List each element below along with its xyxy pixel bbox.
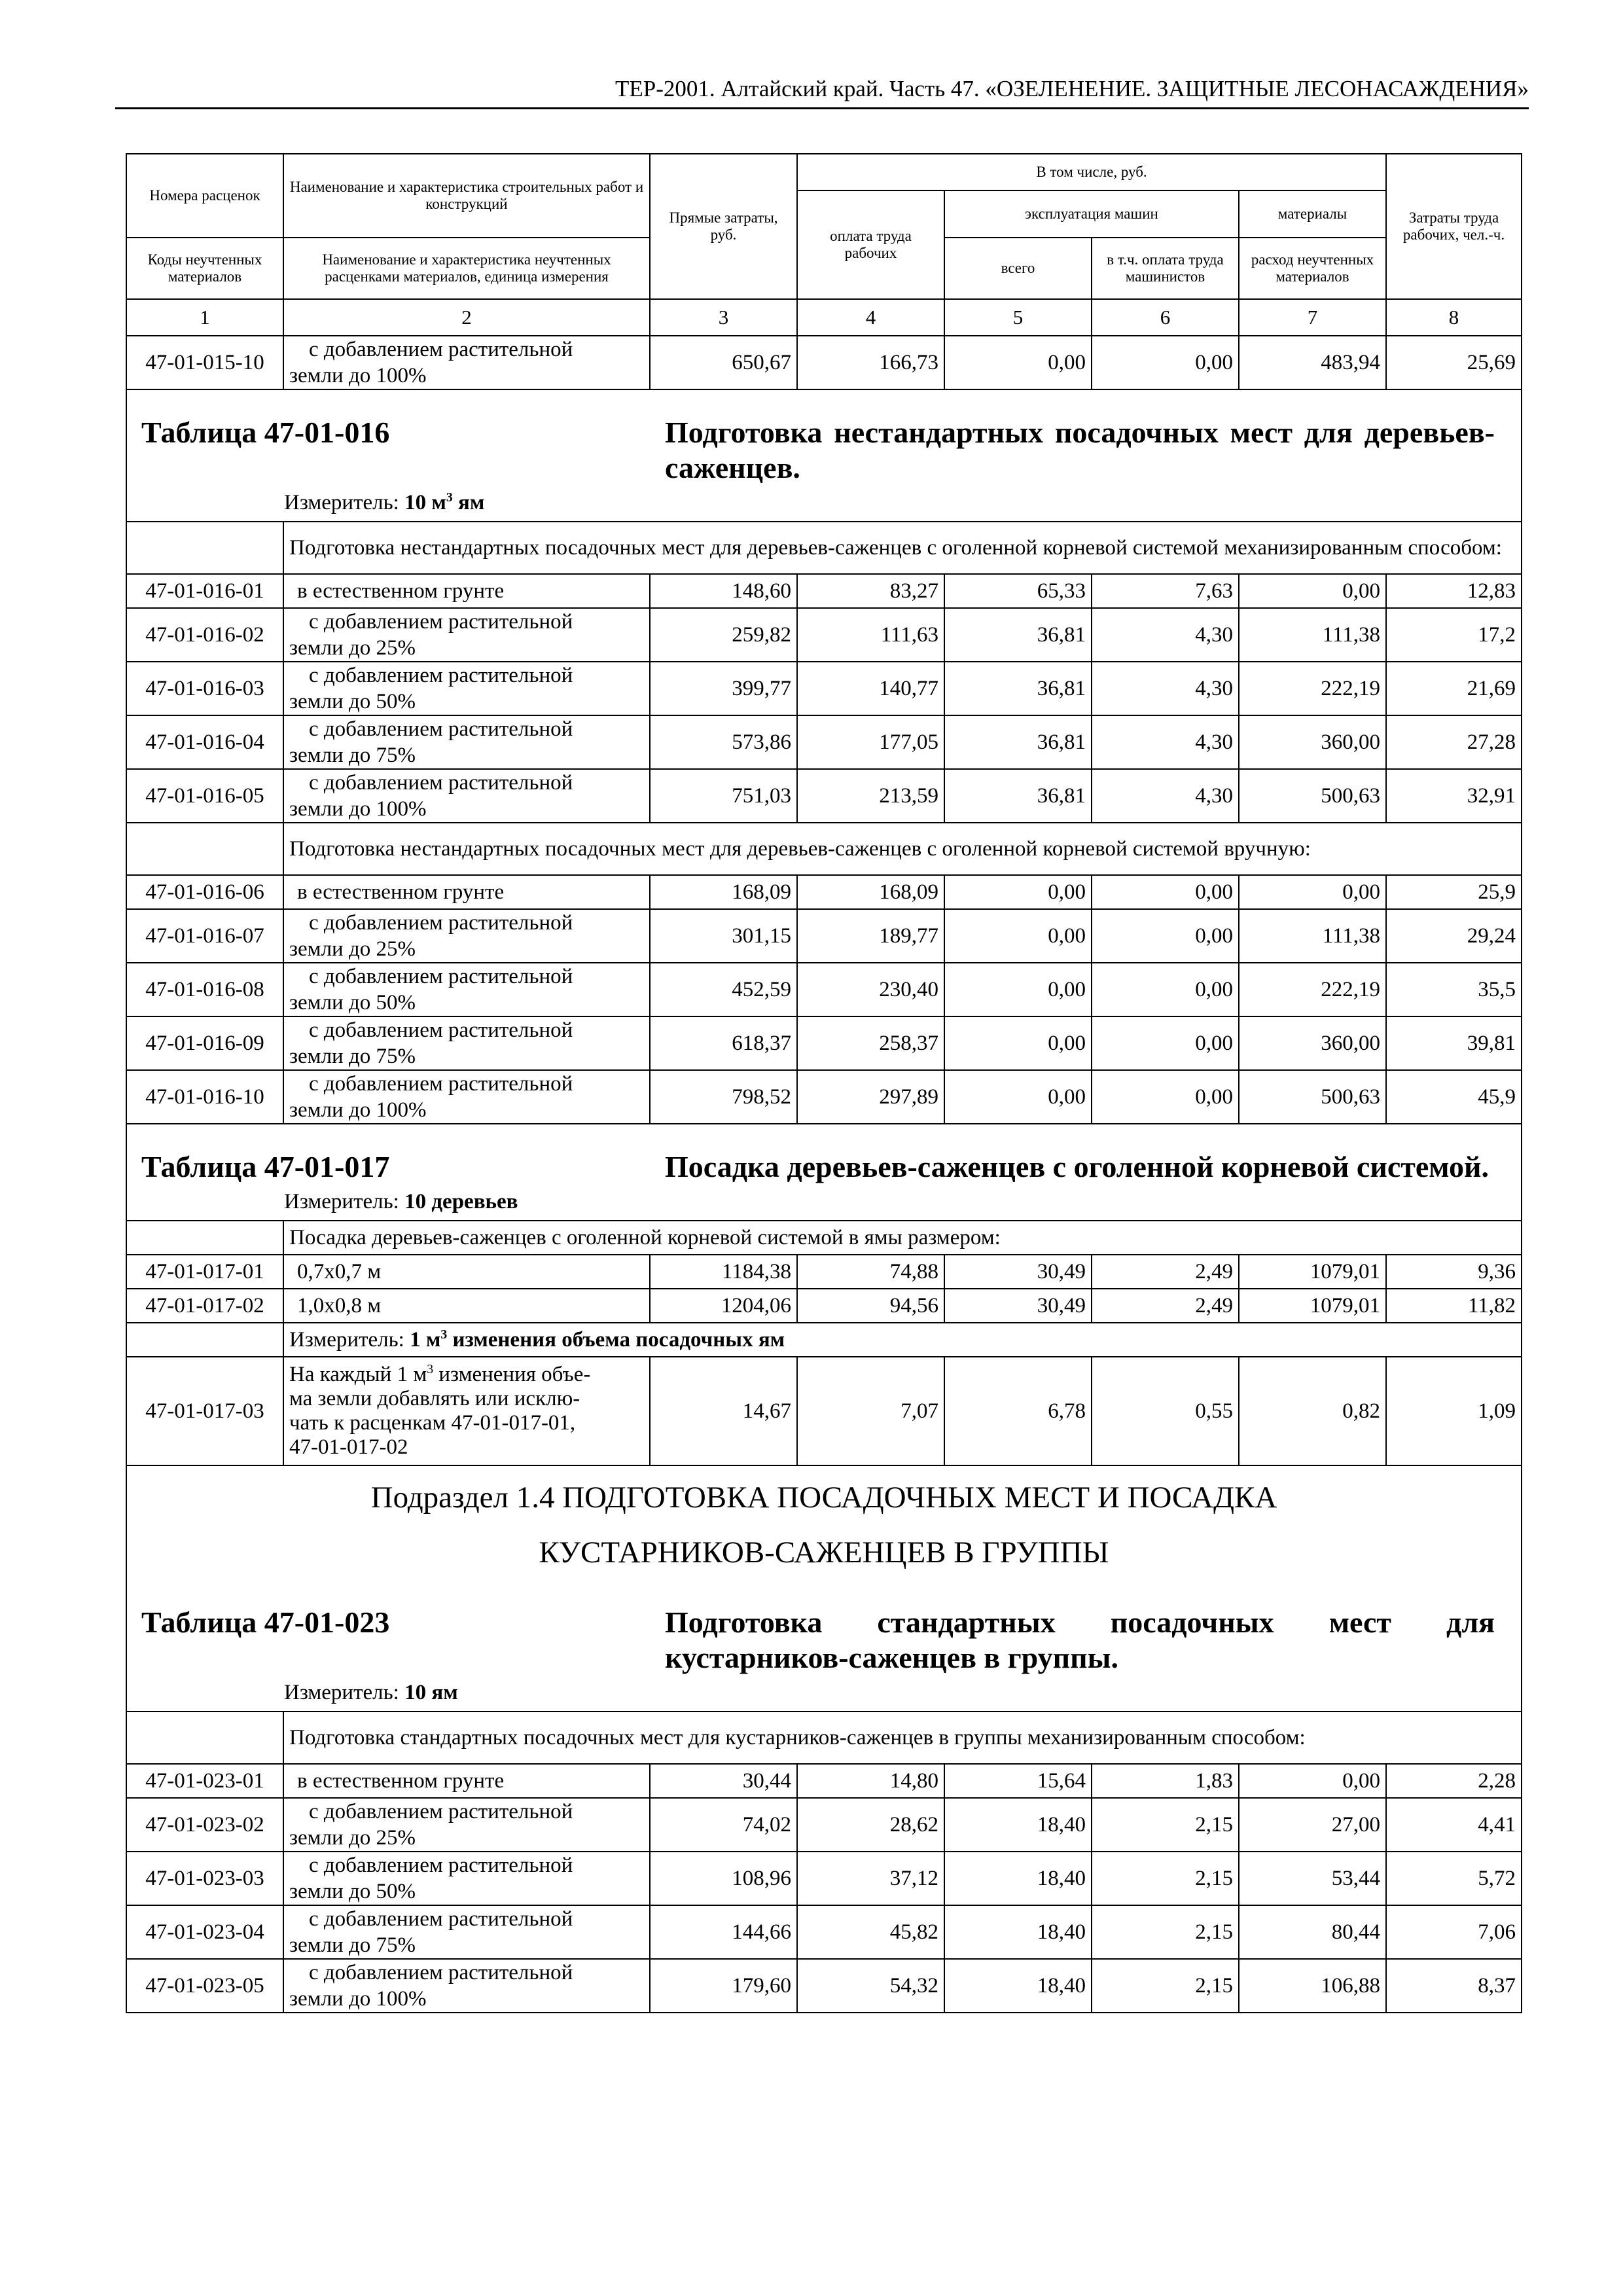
labor-hours: 29,24 [1386, 909, 1522, 963]
worker-pay: 140,77 [797, 662, 944, 715]
group-header-row [126, 522, 1522, 574]
rate-name: в естественном грунте [283, 875, 650, 909]
direct-costs: 301,15 [650, 909, 797, 963]
rate-code: 47-01-016-08 [126, 963, 283, 1016]
table-row [126, 574, 1522, 608]
worker-pay: 258,37 [797, 1016, 944, 1070]
header-material-names: Наименование и характеристика неучтенных расценками материалов, единица измерения [283, 238, 650, 299]
measure-unit: Измеритель: 10 $м^3$ ям [284, 490, 485, 514]
table-number: Таблица 47-01-017 [141, 1150, 390, 1183]
table-row [126, 1852, 1522, 1905]
labor-hours: 8,37 [1386, 1959, 1522, 2013]
materials: 111,38 [1239, 608, 1386, 662]
column-number: 5 [944, 299, 1092, 336]
labor-hours: 9,36 [1386, 1255, 1522, 1289]
direct-costs: 30,44 [650, 1764, 797, 1798]
direct-costs: 148,60 [650, 574, 797, 608]
machines-total: 18,40 [944, 1852, 1092, 1905]
table-row [126, 1764, 1522, 1798]
machines-total: 36,81 [944, 769, 1092, 823]
rate-code: 47-01-016-07 [126, 909, 283, 963]
direct-costs: 1204,06 [650, 1289, 797, 1323]
table-title-row [126, 1580, 1522, 1712]
direct-costs: 168,09 [650, 875, 797, 909]
rate-code: 47-01-016-03 [126, 662, 283, 715]
table-row [126, 662, 1522, 715]
materials: 500,63 [1239, 1070, 1386, 1124]
machinist-pay: 0,55 [1092, 1357, 1239, 1465]
table-row [126, 1289, 1522, 1323]
rate-name: с добавлением растительной земли до 50% [283, 1852, 650, 1905]
rate-code: 47-01-017-01 [126, 1255, 283, 1289]
machines-total: 0,00 [944, 875, 1092, 909]
direct-costs: 179,60 [650, 1959, 797, 2013]
table-row [126, 715, 1522, 769]
rate-code: 47-01-017-03 [126, 1357, 283, 1465]
table-row [126, 1905, 1522, 1959]
table-number: Таблица 47-01-023 [141, 1605, 390, 1639]
worker-pay: 28,62 [797, 1798, 944, 1852]
table-row [126, 1959, 1522, 2013]
header-including: В том числе, руб. [797, 154, 1386, 190]
group-header-row [126, 1221, 1522, 1255]
worker-pay: 14,80 [797, 1764, 944, 1798]
machinist-pay: 2,15 [1092, 1798, 1239, 1852]
rate-code: 47-01-016-06 [126, 875, 283, 909]
rate-name: с добавлением растительной земли до 25% [283, 1798, 650, 1852]
header-labor-hours: Затраты труда рабочих, чел.-ч. [1386, 154, 1522, 299]
labor-hours: 1,09 [1386, 1357, 1522, 1465]
worker-pay: 54,32 [797, 1959, 944, 2013]
materials: 1079,01 [1239, 1289, 1386, 1323]
measure-unit: Измеритель: 1 $м^3$ изменения объема посадочных ям [283, 1323, 1522, 1357]
labor-hours: 45,9 [1386, 1070, 1522, 1124]
header-machinist-pay: в т.ч. оплата труда машинистов [1092, 238, 1239, 299]
direct-costs: 751,03 [650, 769, 797, 823]
rate-code: 47-01-016-05 [126, 769, 283, 823]
machines-total: 0,00 [944, 963, 1092, 1016]
labor-hours: 4,41 [1386, 1798, 1522, 1852]
rate-name: в естественном грунте [283, 574, 650, 608]
machines-total: 0,00 [944, 1070, 1092, 1124]
machinist-pay: 4,30 [1092, 662, 1239, 715]
machines-total: 0,00 [944, 909, 1092, 963]
group-heading: Подготовка стандартных посадочных мест для кустарников-саженцев в группы механизированным способом: [283, 1712, 1522, 1764]
labor-hours: 25,69 [1386, 336, 1522, 389]
rate-name: с добавлением растительной земли до 50% [283, 662, 650, 715]
labor-hours: 12,83 [1386, 574, 1522, 608]
machinist-pay: 4,30 [1092, 715, 1239, 769]
table-row [126, 1070, 1522, 1124]
machinist-pay: 2,15 [1092, 1959, 1239, 2013]
group-header-row [126, 823, 1522, 875]
worker-pay: 166,73 [797, 336, 944, 389]
worker-pay: 111,63 [797, 608, 944, 662]
measure-unit: Измеритель: 10 деревьев [284, 1190, 518, 1213]
materials: 53,44 [1239, 1852, 1386, 1905]
header-rate-numbers: Номера расценок [126, 154, 283, 238]
worker-pay: 230,40 [797, 963, 944, 1016]
table-header [126, 154, 1522, 336]
materials: 0,00 [1239, 574, 1386, 608]
labor-hours: 32,91 [1386, 769, 1522, 823]
rate-name: с добавлением растительной земли до 75% [283, 1016, 650, 1070]
worker-pay: 177,05 [797, 715, 944, 769]
machinist-pay: 0,00 [1092, 963, 1239, 1016]
worker-pay: 168,09 [797, 875, 944, 909]
direct-costs: 74,02 [650, 1798, 797, 1852]
machinist-pay: 0,00 [1092, 875, 1239, 909]
machinist-pay: 1,83 [1092, 1764, 1239, 1798]
table-row [126, 875, 1522, 909]
direct-costs: 650,67 [650, 336, 797, 389]
column-number: 2 [283, 299, 650, 336]
table-title: Посадка деревьев-саженцев с оголенной корневой системой. [665, 1150, 1489, 1183]
rate-name: в естественном грунте [283, 1764, 650, 1798]
rate-code: 47-01-023-01 [126, 1764, 283, 1798]
direct-costs: 573,86 [650, 715, 797, 769]
price-table [126, 153, 1522, 2013]
rate-code: 47-01-016-02 [126, 608, 283, 662]
rate-name: с добавлением растительной земли до 100% [283, 336, 650, 389]
header-machines-total: всего [944, 238, 1092, 299]
machines-total: 36,81 [944, 662, 1092, 715]
labor-hours: 39,81 [1386, 1016, 1522, 1070]
labor-hours: 5,72 [1386, 1852, 1522, 1905]
rate-name: с добавлением растительной земли до 100% [283, 769, 650, 823]
table-row [126, 909, 1522, 963]
group-heading: Подготовка нестандартных посадочных мест для деревьев-саженцев с оголенной корневой системой вручную: [283, 823, 1522, 875]
header-material-consumption: расход неучтенных материалов [1239, 238, 1386, 299]
materials: 0,00 [1239, 1764, 1386, 1798]
labor-hours: 2,28 [1386, 1764, 1522, 1798]
materials: 27,00 [1239, 1798, 1386, 1852]
table-row [126, 963, 1522, 1016]
machines-total: 0,00 [944, 1016, 1092, 1070]
table-row [126, 769, 1522, 823]
measure-row [126, 1323, 1522, 1357]
group-header-row [126, 1712, 1522, 1764]
worker-pay: 189,77 [797, 909, 944, 963]
materials: 222,19 [1239, 662, 1386, 715]
materials: 360,00 [1239, 715, 1386, 769]
machines-total: 30,49 [944, 1289, 1092, 1323]
rate-code: 47-01-023-05 [126, 1959, 283, 2013]
materials: 106,88 [1239, 1959, 1386, 2013]
direct-costs: 399,77 [650, 662, 797, 715]
column-number: 4 [797, 299, 944, 336]
materials: 111,38 [1239, 909, 1386, 963]
rate-name: 1,0х0,8 м [283, 1289, 650, 1323]
table-row [126, 1798, 1522, 1852]
machinist-pay: 2,15 [1092, 1905, 1239, 1959]
rate-name: 0,7х0,7 м [283, 1255, 650, 1289]
rate-name: с добавлением растительной земли до 100% [283, 1070, 650, 1124]
table-row [126, 336, 1522, 389]
subsection-row [126, 1465, 1522, 1580]
column-number: 6 [1092, 299, 1239, 336]
table-number: Таблица 47-01-016 [141, 416, 390, 449]
group-heading: Подготовка нестандартных посадочных мест для деревьев-саженцев с оголенной корневой системой механизированным способом: [283, 522, 1522, 574]
group-heading: Посадка деревьев-саженцев с оголенной корневой системой в ямы размером: [283, 1221, 1522, 1255]
machinist-pay: 0,00 [1092, 1016, 1239, 1070]
rate-code: 47-01-017-02 [126, 1289, 283, 1323]
column-numbers-row [126, 299, 1522, 336]
table-title: Подготовка нестандартных посадочных мест для деревьев-саженцев. [665, 416, 1495, 484]
rate-code: 47-01-016-09 [126, 1016, 283, 1070]
machines-total: 36,81 [944, 715, 1092, 769]
machinist-pay: 4,30 [1092, 608, 1239, 662]
machinist-pay: 0,00 [1092, 336, 1239, 389]
machines-total: 15,64 [944, 1764, 1092, 1798]
rate-name: с добавлением растительной земли до 75% [283, 715, 650, 769]
labor-hours: 21,69 [1386, 662, 1522, 715]
materials: 0,82 [1239, 1357, 1386, 1465]
machines-total: 0,00 [944, 336, 1092, 389]
rate-code: 47-01-023-03 [126, 1852, 283, 1905]
rate-name: с добавлением растительной земли до 25% [283, 909, 650, 963]
rate-code: 47-01-015-10 [126, 336, 283, 389]
machines-total: 36,81 [944, 608, 1092, 662]
rate-name: с добавлением растительной земли до 25% [283, 608, 650, 662]
machines-total: 30,49 [944, 1255, 1092, 1289]
materials: 0,00 [1239, 875, 1386, 909]
measure-unit: Измеритель: 10 ям [284, 1681, 458, 1704]
materials: 500,63 [1239, 769, 1386, 823]
worker-pay: 297,89 [797, 1070, 944, 1124]
direct-costs: 1184,38 [650, 1255, 797, 1289]
machines-total: 18,40 [944, 1798, 1092, 1852]
header-machines: эксплуатация машин [944, 190, 1239, 238]
labor-hours: 27,28 [1386, 715, 1522, 769]
worker-pay: 7,07 [797, 1357, 944, 1465]
materials: 222,19 [1239, 963, 1386, 1016]
worker-pay: 94,56 [797, 1289, 944, 1323]
table-row [126, 1255, 1522, 1289]
labor-hours: 17,2 [1386, 608, 1522, 662]
direct-costs: 108,96 [650, 1852, 797, 1905]
machines-total: 65,33 [944, 574, 1092, 608]
machinist-pay: 2,49 [1092, 1289, 1239, 1323]
rate-code: 47-01-016-10 [126, 1070, 283, 1124]
rate-name: На каждый 1 $м^3$ изменения объе- ма земли добавлять или исклю- чать к расценкам 47-01-017-01, 47-01-017-02 [283, 1357, 650, 1465]
column-number: 3 [650, 299, 797, 336]
labor-hours: 11,82 [1386, 1289, 1522, 1323]
worker-pay: 83,27 [797, 574, 944, 608]
labor-hours: 35,5 [1386, 963, 1522, 1016]
table-row [126, 1357, 1522, 1465]
machinist-pay: 2,49 [1092, 1255, 1239, 1289]
header-materials: материалы [1239, 190, 1386, 238]
machinist-pay: 4,30 [1092, 769, 1239, 823]
header-direct-costs: Прямые затраты, руб. [650, 154, 797, 299]
rate-name: с добавлением растительной земли до 100% [283, 1959, 650, 2013]
header-worker-pay: оплата труда рабочих [797, 190, 944, 299]
rate-code: 47-01-023-02 [126, 1798, 283, 1852]
column-number: 7 [1239, 299, 1386, 336]
rate-code: 47-01-023-04 [126, 1905, 283, 1959]
header-work-name: Наименование и характеристика строительных работ и конструкций [283, 154, 650, 238]
table-row [126, 608, 1522, 662]
subsection-heading: Подраздел 1.4 ПОДГОТОВКА ПОСАДОЧНЫХ МЕСТ И ПОСАДКА КУСТАРНИКОВ-САЖЕНЦЕВ В ГРУППЫ [126, 1465, 1522, 1580]
direct-costs: 14,67 [650, 1357, 797, 1465]
table-title: Подготовка стандартных посадочных мест для кустарников-саженцев в группы. [665, 1605, 1495, 1674]
labor-hours: 7,06 [1386, 1905, 1522, 1959]
direct-costs: 259,82 [650, 608, 797, 662]
table-title-row [126, 389, 1522, 522]
direct-costs: 618,37 [650, 1016, 797, 1070]
direct-costs: 144,66 [650, 1905, 797, 1959]
materials: 483,94 [1239, 336, 1386, 389]
materials: 80,44 [1239, 1905, 1386, 1959]
direct-costs: 798,52 [650, 1070, 797, 1124]
worker-pay: 45,82 [797, 1905, 944, 1959]
machines-total: 6,78 [944, 1357, 1092, 1465]
column-number: 1 [126, 299, 283, 336]
column-number: 8 [1386, 299, 1522, 336]
worker-pay: 213,59 [797, 769, 944, 823]
table-row [126, 1016, 1522, 1070]
materials: 360,00 [1239, 1016, 1386, 1070]
machines-total: 18,40 [944, 1905, 1092, 1959]
header-material-codes: Коды неучтенных материалов [126, 238, 283, 299]
worker-pay: 74,88 [797, 1255, 944, 1289]
machinist-pay: 7,63 [1092, 574, 1239, 608]
rate-name: с добавлением растительной земли до 50% [283, 963, 650, 1016]
rate-code: 47-01-016-01 [126, 574, 283, 608]
machinist-pay: 2,15 [1092, 1852, 1239, 1905]
machinist-pay: 0,00 [1092, 1070, 1239, 1124]
machinist-pay: 0,00 [1092, 909, 1239, 963]
rate-code: 47-01-016-04 [126, 715, 283, 769]
direct-costs: 452,59 [650, 963, 797, 1016]
machines-total: 18,40 [944, 1959, 1092, 2013]
rate-name: с добавлением растительной земли до 75% [283, 1905, 650, 1959]
materials: 1079,01 [1239, 1255, 1386, 1289]
worker-pay: 37,12 [797, 1852, 944, 1905]
table-title-row [126, 1124, 1522, 1221]
labor-hours: 25,9 [1386, 875, 1522, 909]
running-header: ТЕР-2001. Алтайский край. Часть 47. «ОЗЕЛЕНЕНИЕ. ЗАЩИТНЫЕ ЛЕСОНАСАЖДЕНИЯ» [115, 71, 1529, 109]
